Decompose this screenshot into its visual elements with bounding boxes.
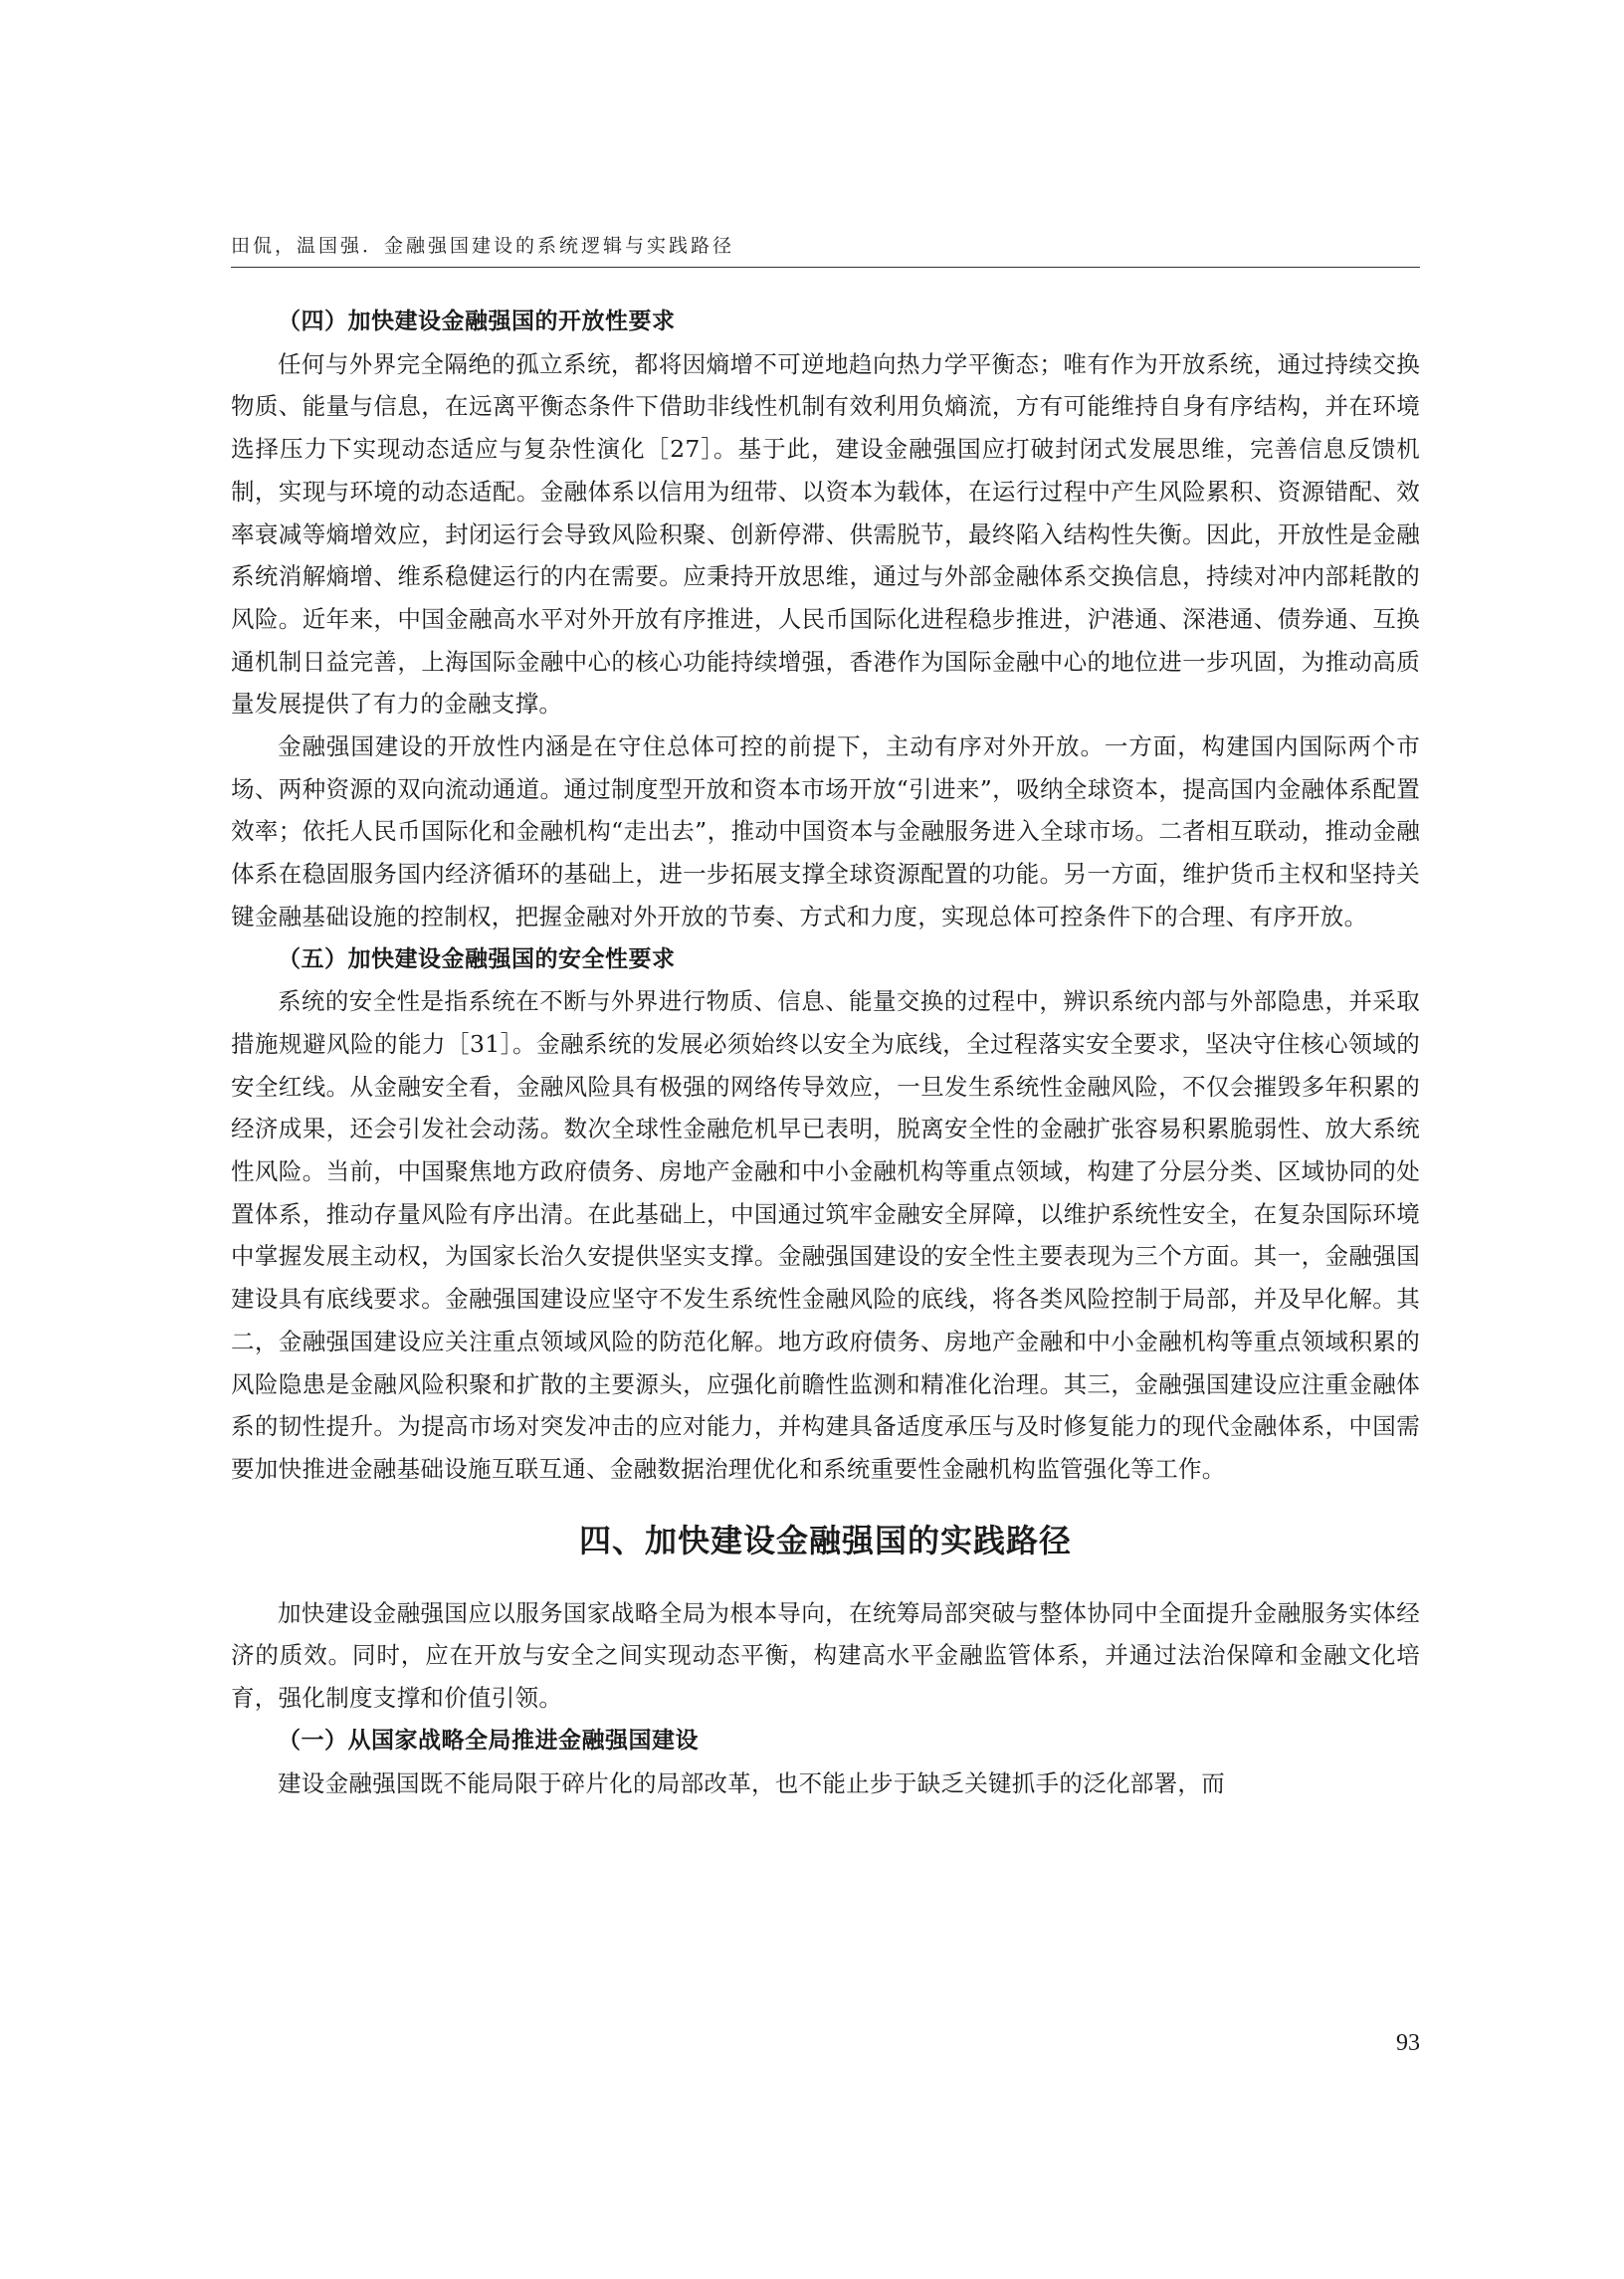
- part-4-intro-paragraph: 加快建设金融强国应以服务国家战略全局为根本导向，在统筹局部突破与整体协同中全面提升金融服务实体经济的质效。同时，应在开放与安全之间实现动态平衡，构建高水平金融监管体系，并通过法治保障和金融文化培育，强化制度支撑和价值引领。: [231, 1598, 1420, 1713]
- section-4-paragraph-1: 任何与外界完全隔绝的孤立系统，都将因熵增不可逆地趋向热力学平衡态；唯有作为开放系统，通过持续交换物质、能量与信息，在远离平衡态条件下借助非线性机制有效利用负熵流，方有可能维持自身有序结构，并在环境选择压力下实现动态适应与复杂性演化［27］。基于此，建设金融强国应打破封闭式发展思维，完善信息反馈机制，实现与环境的动态适配。金融体系以信用为纽带、以资本为载体，在运行过程中产生风险累积、资源错配、效率衰减等熵增效应，封闭运行会导致风险积聚、创新停滞、供需脱节，最终陷入结构性失衡。因此，开放性是金融系统消解熵增、维系稳健运行的内在需要。应秉持开放思维，通过与外部金融体系交换信息，持续对冲内部耗散的风险。近年来，中国金融高水平对外开放有序推进，人民币国际化进程稳步推进，沪港通、深港通、债券通、互换通机制日益完善，上海国际金融中心的核心功能持续增强，香港作为国际金融中心的地位进一步巩固，为推动高质量发展提供了有力的金融支撑。: [231, 349, 1420, 719]
- subsection-4-1-paragraph-1: 建设金融强国既不能局限于碎片化的局部改革，也不能止步于缺乏关键抓手的泛化部署，而: [278, 1768, 1225, 1797]
- section-4-paragraph-2: 金融强国建设的开放性内涵是在守住总体可控的前提下，主动有序对外开放。一方面，构建国内国际两个市场、两种资源的双向流动通道。通过制度型开放和资本市场开放“引进来”，吸纳全球资本，提高国内金融体系配置效率；依托人民币国际化和金融机构“走出去”，推动中国资本与金融服务进入全球市场。二者相互联动，推动金融体系在稳固服务国内经济循环的基础上，进一步拓展支撑全球资源配置的功能。另一方面，维护货币主权和坚持关键金融基础设施的控制权，把握金融对外开放的节奏、方式和力度，实现总体可控条件下的合理、有序开放。: [231, 732, 1420, 931]
- article-body: [231, 301, 1420, 1804]
- page-number: 93: [1396, 2030, 1420, 2056]
- section-4-heading: （四）加快建设金融强国的开放性要求: [278, 309, 676, 334]
- header-divider: [231, 267, 1420, 268]
- running-header: 田侃，温国强．金融强国建设的系统逻辑与实践路径: [231, 235, 735, 257]
- section-5-paragraph-1: 系统的安全性是指系统在不断与外界进行物质、信息、能量交换的过程中，辨识系统内部与外部隐患，并采取措施规避风险的能力［31］。金融系统的发展必须始终以安全为底线，全过程落实安全要求，坚决守住核心领域的安全红线。从金融安全看，金融风险具有极强的网络传导效应，一旦发生系统性金融风险，不仅会摧毁多年积累的经济成果，还会引发社会动荡。数次全球性金融危机早已表明，脱离安全性的金融扩张容易积累脆弱性、放大系统性风险。当前，中国聚焦地方政府债务、房地产金融和中小金融机构等重点领域，构建了分层分类、区域协同的处置体系，推动存量风险有序出清。在此基础上，中国通过筑牢金融安全屏障，以维护系统性安全，在复杂国际环境中掌握发展主动权，为国家长治久安提供坚实支撑。金融强国建设的安全性主要表现为三个方面。其一，金融强国建设具有底线要求。金融强国建设应坚守不发生系统性金融风险的底线，将各类风险控制于局部，并及早化解。其二，金融强国建设应关注重点领域风险的防范化解。地方政府债务、房地产金融和中小金融机构等重点领域积累的风险隐患是金融风险积聚和扩散的主要源头，应强化前瞻性监测和精准化治理。其三，金融强国建设应注重金融体系的韧性提升。为提高市场对突发冲击的应对能力，并构建具备适度承压与及时修复能力的现代金融体系，中国需要加快推进金融基础设施互联互通、金融数据治理优化和系统重要性金融机构监管强化等工作。: [231, 987, 1420, 1483]
- part-4-title: 四、加快建设金融强国的实践路径: [578, 1521, 1072, 1559]
- section-5-heading: （五）加快建设金融强国的安全性要求: [278, 945, 676, 972]
- subsection-4-1-heading: （一）从国家战略全局推进金融强国建设: [278, 1727, 699, 1754]
